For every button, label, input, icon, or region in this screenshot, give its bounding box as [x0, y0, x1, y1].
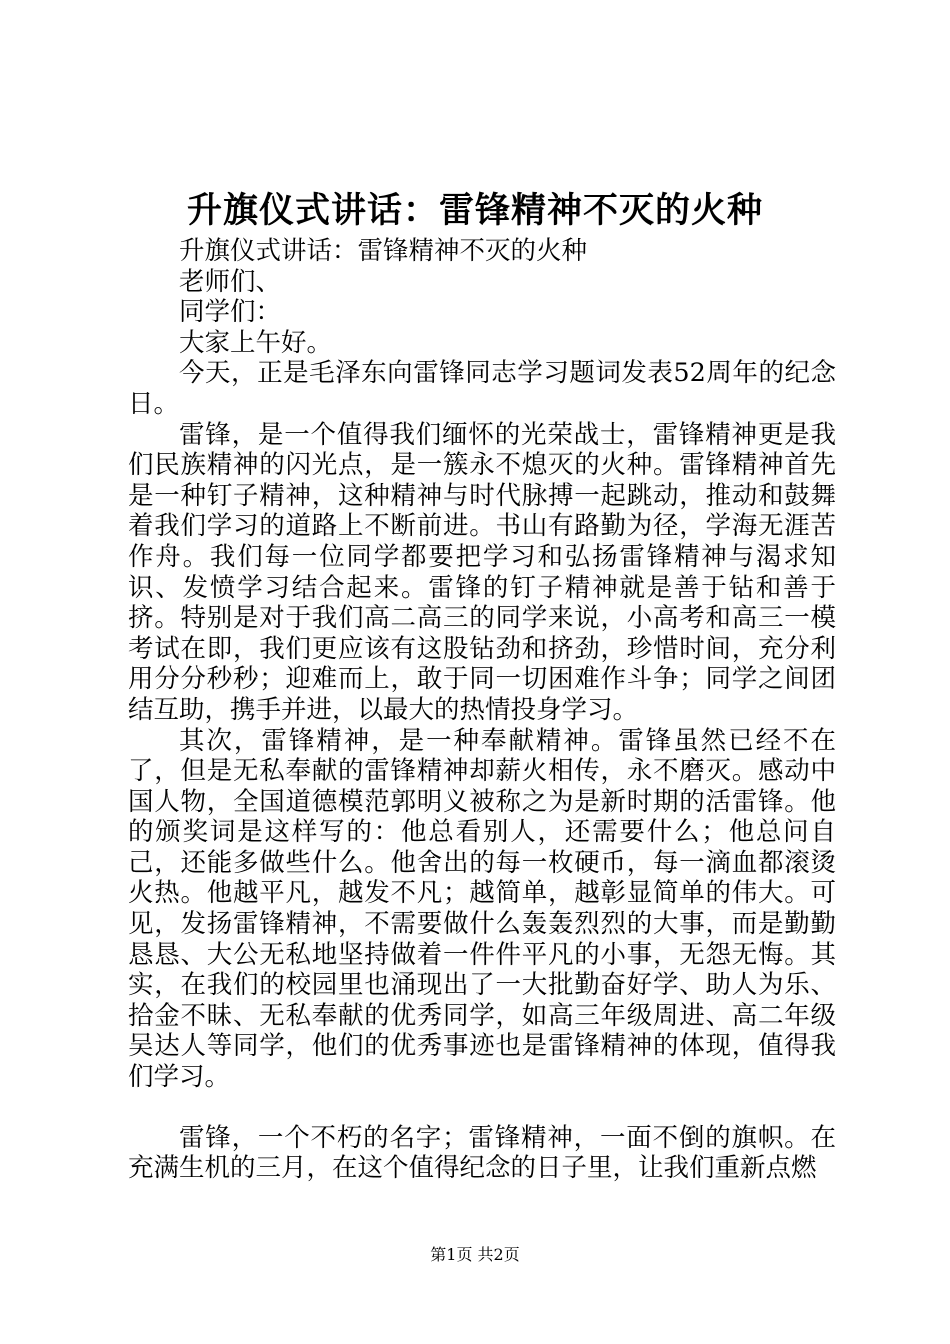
paragraph-nail-spirit: 雷锋，是一个值得我们缅怀的光荣战士，雷锋精神更是我们民族精神的闪光点，是一簇永不熄灭的火种。雷锋精神首先是一种钉子精神，这种精神与时代脉搏一起跳动，推动和鼓舞着我们学习的道路上不断前进。书山有路勤为径，学海无涯苦作舟。我们每一位同学都要把学习和弘扬雷锋精神与渴求知识、发愤学习结合起来。雷锋的钉子精神就是善于钻和善于挤。特别是对于我们高二高三的同学来说，小高考和高三一模考试在即，我们更应该有这股钻劲和挤劲，珍惜时间，充分利用分分秒秒；迎难而上，敢于同一切困难作斗争；同学之间团结互助，携手并进，以最大的热情投身学习。: [128, 419, 836, 725]
paragraph-dedication-spirit: 其次，雷锋精神，是一种奉献精神。雷锋虽然已经不在了，但是无私奉献的雷锋精神却薪火相传，永不磨灭。感动中国人物，全国道德模范郭明义被称之为是新时期的活雷锋。他的颁奖词是这样写的：他总看别人，还需要什么；他总问自己，还能多做些什么。他舍出的每一枚硬币，每一滴血都滚烫火热。他越平凡，越发不凡；越简单，越彰显简单的伟大。可见，发扬雷锋精神，不需要做什么轰轰烈烈的大事，而是勤勤恳恳、大公无私地坚持做着一件件平凡的小事，无怨无悔。其实，在我们的校园里也涌现出了一大批勤奋好学、助人为乐、拾金不昧、无私奉献的优秀同学，如高三年级周进、高二年级吴达人等同学，他们的优秀事迹也是雷锋精神的体现，值得我们学习。: [128, 725, 836, 1093]
page-footer: 第1页 共2页: [430, 1245, 520, 1264]
paragraph-intro: 今天，正是毛泽东向雷锋同志学习题词发表52周年的纪念日。: [128, 358, 836, 419]
paragraph-closing: 雷锋，一个不朽的名字；雷锋精神，一面不倒的旗帜。在充满生机的三月，在这个值得纪念的日子里，让我们重新点燃: [128, 1122, 836, 1184]
paragraph-salutation-teachers: 老师们、: [179, 266, 282, 297]
document-title: 升旗仪式讲话：雷锋精神不灭的火种: [186, 190, 763, 231]
paragraph-salutation-students: 同学们：: [179, 297, 282, 328]
paragraph-greeting: 大家上午好。: [179, 327, 333, 358]
paragraph-heading-repeat: 升旗仪式讲话：雷锋精神不灭的火种: [179, 236, 588, 266]
document-body: [128, 236, 836, 1184]
